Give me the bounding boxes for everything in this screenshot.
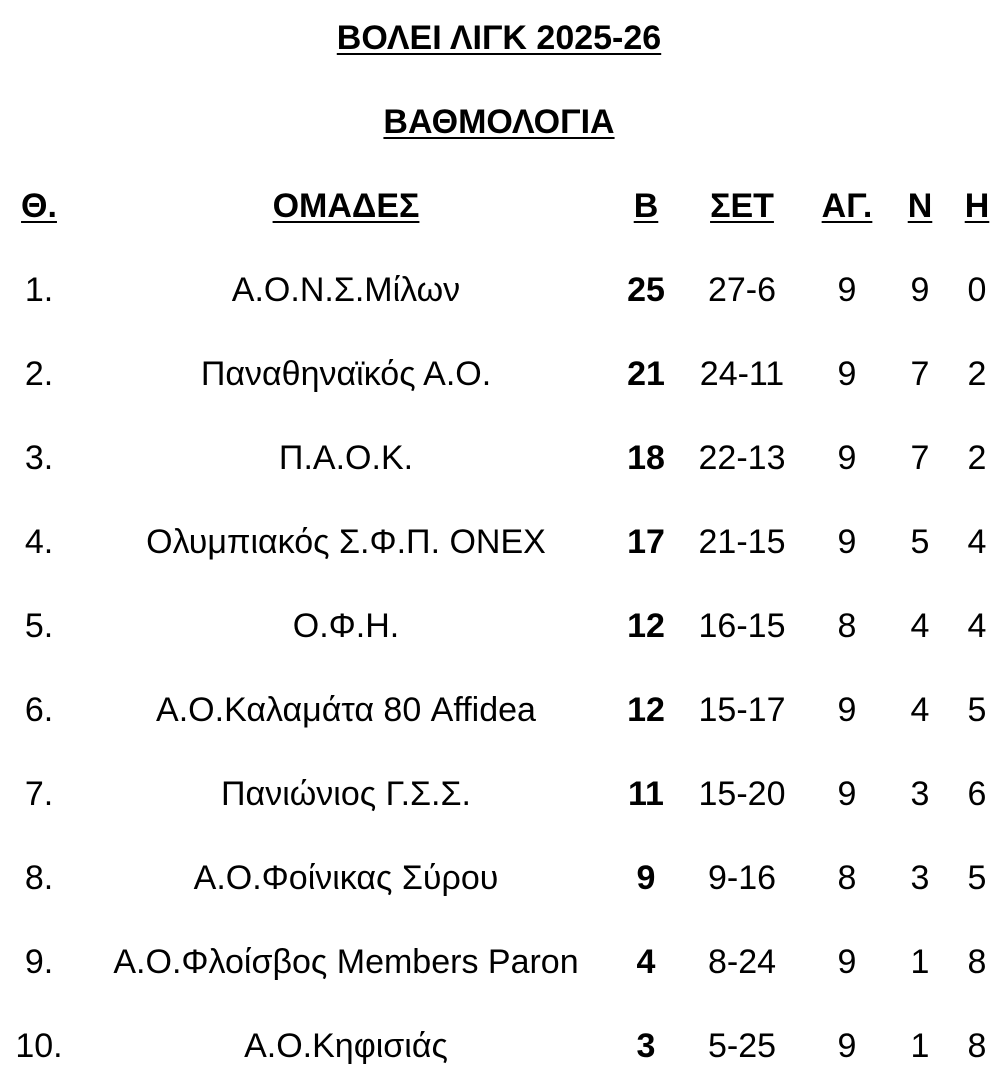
cell-losses: 2 xyxy=(967,355,987,393)
cell-sets: 15-17 xyxy=(698,691,786,729)
cell-played: 8 xyxy=(837,859,857,897)
cell-played: 8 xyxy=(837,607,857,645)
cell-points: 11 xyxy=(628,775,664,813)
cell-wins: 3 xyxy=(910,775,930,813)
cell-played: 9 xyxy=(837,691,857,729)
cell-team: Παναθηναϊκός Α.Ο. xyxy=(200,355,492,393)
page-title: ΒΟΛΕΙ ΛΙΓΚ 2025-26 xyxy=(336,19,662,57)
cell-points: 17 xyxy=(627,523,665,561)
table-row xyxy=(0,752,998,836)
cell-team: Ολυμπιακός Σ.Φ.Π. ΟΝΕΧ xyxy=(146,523,546,561)
cell-wins: 1 xyxy=(910,1027,930,1065)
cell-points: 12 xyxy=(627,607,665,645)
cell-position: 6. xyxy=(24,691,54,729)
cell-sets: 15-20 xyxy=(698,775,786,813)
cell-wins: 9 xyxy=(910,271,930,309)
cell-losses: 0 xyxy=(967,271,987,309)
cell-sets: 27-6 xyxy=(707,271,777,309)
cell-wins: 5 xyxy=(910,523,930,561)
cell-position: 10. xyxy=(15,1027,63,1065)
cell-position: 9. xyxy=(24,943,54,981)
cell-played: 9 xyxy=(837,1027,857,1065)
header-losses: Η xyxy=(964,187,990,225)
cell-losses: 8 xyxy=(967,1027,987,1065)
cell-losses: 4 xyxy=(967,607,987,645)
table-row xyxy=(0,248,998,332)
header-played: ΑΓ. xyxy=(821,187,873,225)
table-row xyxy=(0,920,998,1004)
cell-sets: 21-15 xyxy=(698,523,786,561)
cell-losses: 5 xyxy=(967,691,987,729)
cell-sets: 22-13 xyxy=(698,439,786,477)
cell-wins: 4 xyxy=(910,607,930,645)
cell-team: Α.Ο.Φοίνικας Σύρου xyxy=(193,859,499,897)
cell-wins: 3 xyxy=(910,859,930,897)
table-row xyxy=(0,416,998,500)
cell-points: 4 xyxy=(636,943,656,981)
table-row xyxy=(0,332,998,416)
cell-points: 25 xyxy=(627,271,665,309)
cell-position: 1. xyxy=(24,271,54,309)
cell-team: Α.Ο.Φλοίσβος Members Paron xyxy=(113,943,579,981)
cell-wins: 7 xyxy=(910,439,930,477)
cell-played: 9 xyxy=(837,271,857,309)
cell-position: 5. xyxy=(24,607,54,645)
cell-sets: 9-16 xyxy=(707,859,777,897)
cell-played: 9 xyxy=(837,355,857,393)
header-sets: ΣΕΤ xyxy=(710,187,774,225)
cell-position: 2. xyxy=(24,355,54,393)
cell-sets: 8-24 xyxy=(707,943,777,981)
table-header xyxy=(0,164,998,248)
table-row xyxy=(0,836,998,920)
cell-points: 12 xyxy=(627,691,665,729)
header-points: Β xyxy=(633,187,659,225)
cell-wins: 7 xyxy=(910,355,930,393)
table-row xyxy=(0,584,998,668)
cell-played: 9 xyxy=(837,523,857,561)
cell-position: 3. xyxy=(24,439,54,477)
cell-team: Α.Ο.Καλαμάτα 80 Affidea xyxy=(156,691,536,729)
cell-team: Π.Α.Ο.Κ. xyxy=(278,439,414,477)
cell-wins: 1 xyxy=(910,943,930,981)
table-row xyxy=(0,668,998,752)
cell-losses: 5 xyxy=(967,859,987,897)
header-position: Θ. xyxy=(21,187,57,225)
cell-position: 8. xyxy=(24,859,54,897)
cell-losses: 2 xyxy=(967,439,987,477)
cell-played: 9 xyxy=(837,943,857,981)
cell-team: Α.Ο.Ν.Σ.Μίλων xyxy=(231,271,461,309)
cell-position: 4. xyxy=(24,523,54,561)
cell-sets: 5-25 xyxy=(707,1027,777,1065)
cell-losses: 8 xyxy=(967,943,987,981)
cell-team: Ο.Φ.Η. xyxy=(292,607,400,645)
cell-sets: 24-11 xyxy=(699,355,785,393)
cell-points: 9 xyxy=(636,859,656,897)
table-row xyxy=(0,500,998,584)
page-subtitle: ΒΑΘΜΟΛΟΓΙΑ xyxy=(383,103,615,141)
cell-played: 9 xyxy=(837,775,857,813)
cell-points: 18 xyxy=(627,439,665,477)
cell-sets: 16-15 xyxy=(698,607,786,645)
cell-team: Πανιώνιος Γ.Σ.Σ. xyxy=(221,775,471,813)
table-row xyxy=(0,1004,998,1088)
cell-losses: 4 xyxy=(967,523,987,561)
cell-points: 21 xyxy=(627,355,665,393)
cell-played: 9 xyxy=(837,439,857,477)
cell-wins: 4 xyxy=(910,691,930,729)
header-wins: Ν xyxy=(907,187,933,225)
cell-losses: 6 xyxy=(967,775,987,813)
header-teams: ΟΜΑΔΕΣ xyxy=(272,187,420,225)
cell-team: Α.Ο.Κηφισιάς xyxy=(244,1027,448,1065)
cell-position: 7. xyxy=(24,775,54,813)
cell-points: 3 xyxy=(636,1027,656,1065)
